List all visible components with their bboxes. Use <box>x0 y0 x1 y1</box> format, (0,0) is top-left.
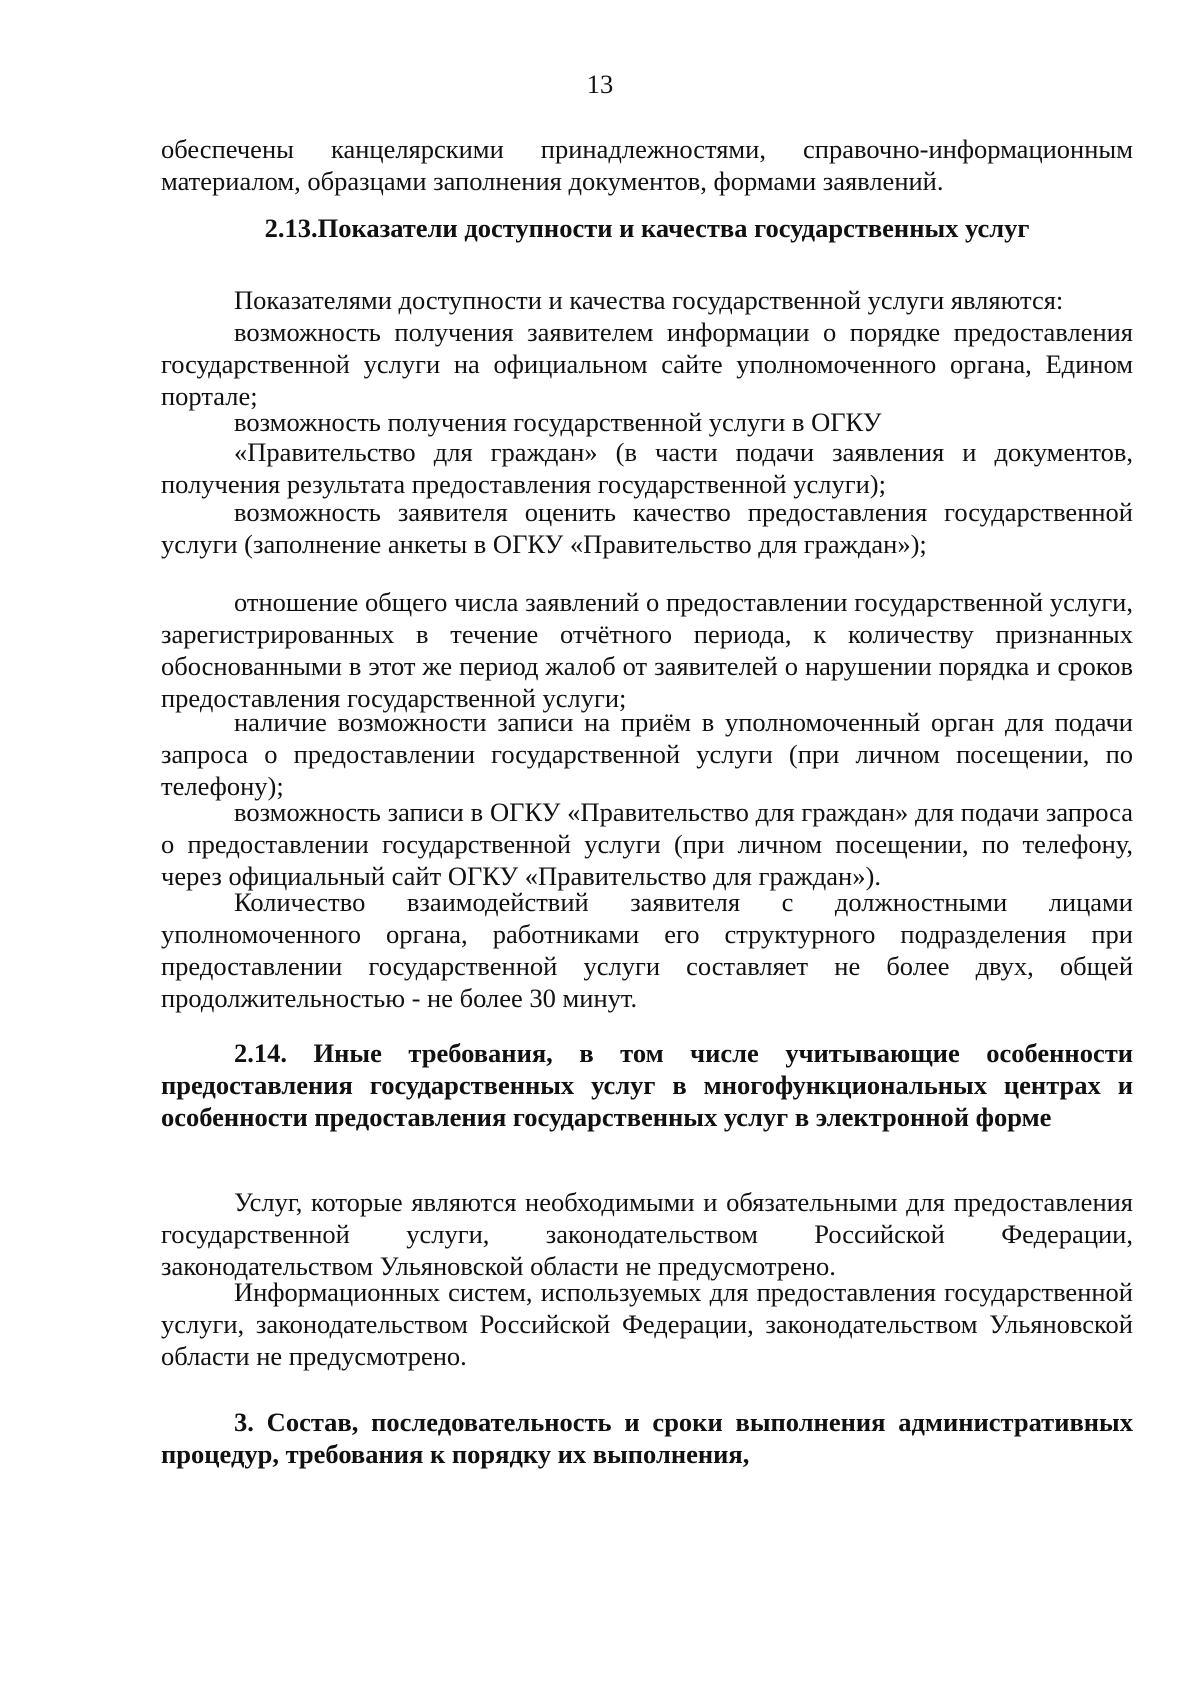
paragraph: отношение общего числа заявлений о предоставлении государственной услуги, зарегистрированных в течение отчётного периода, к количеству признанных обоснованными в этот же период жалоб от заявителей о нарушении порядка и сроков предоставления государственной услуги; <box>161 587 1133 713</box>
section-3-heading: 3. Состав, последовательность и сроки выполнения административных процедур, требования к порядку их выполнения, <box>161 1407 1133 1469</box>
section-2-13-heading: 2.13.Показатели доступности и качества государственных услуг <box>264 213 1030 243</box>
paragraph: наличие возможности записи на приём в уполномоченный орган для подачи запроса о предоставлении государственной услуги (при личном посещении, по телефону); <box>161 707 1133 801</box>
paragraph: «Правительство для граждан» (в части подачи заявления и документов, получения результата предоставления государственной услуги); <box>161 437 1133 499</box>
paragraph: Информационных систем, используемых для предоставления государственной услуги, законодательством Российской Федерации, законодательством Ульяновской области не предусмотрено. <box>161 1277 1133 1371</box>
paragraph: возможность записи в ОГКУ «Правительство для граждан» для подачи запроса о предоставлении государственной услуги (при личном посещении, по телефону, через официальный сайт ОГКУ «Правительство для граждан»). <box>161 797 1133 891</box>
paragraph: Показателями доступности и качества государственной услуги являются: <box>234 285 1064 315</box>
paragraph: возможность заявителя оценить качество предоставления государственной услуги (заполнение анкеты в ОГКУ «Правительство для граждан»); <box>161 497 1133 559</box>
paragraph: возможность получения государственной услуги в ОГКУ <box>234 407 882 437</box>
intro-paragraph: обеспечены канцелярскими принадлежностями, справочно-информационным материалом, образцами заполнения документов, формами заявлений. <box>161 134 1133 196</box>
paragraph: возможность получения заявителем информации о порядке предоставления государственной услуги на официальном сайте уполномоченного органа, Едином портале; <box>161 317 1133 411</box>
paragraph: Услуг, которые являются необходимыми и обязательными для предоставления государственной услуги, законодательством Российской Федерации, законодательством Ульяновской области не предусмотрено. <box>161 1187 1133 1281</box>
paragraph: Количество взаимодействий заявителя с должностными лицами уполномоченного органа, работниками его структурного подразделения при предоставлении государственной услуги составляет не более двух, общей продолжительностью - не более 30 минут. <box>161 887 1133 1013</box>
section-2-14-heading: 2.14. Иные требования, в том числе учитывающие особенности предоставления государственных услуг в многофункциональных центрах и особенности предоставления государственных услуг в электронной форме <box>161 1038 1133 1132</box>
page-number: 13 <box>586 69 614 99</box>
